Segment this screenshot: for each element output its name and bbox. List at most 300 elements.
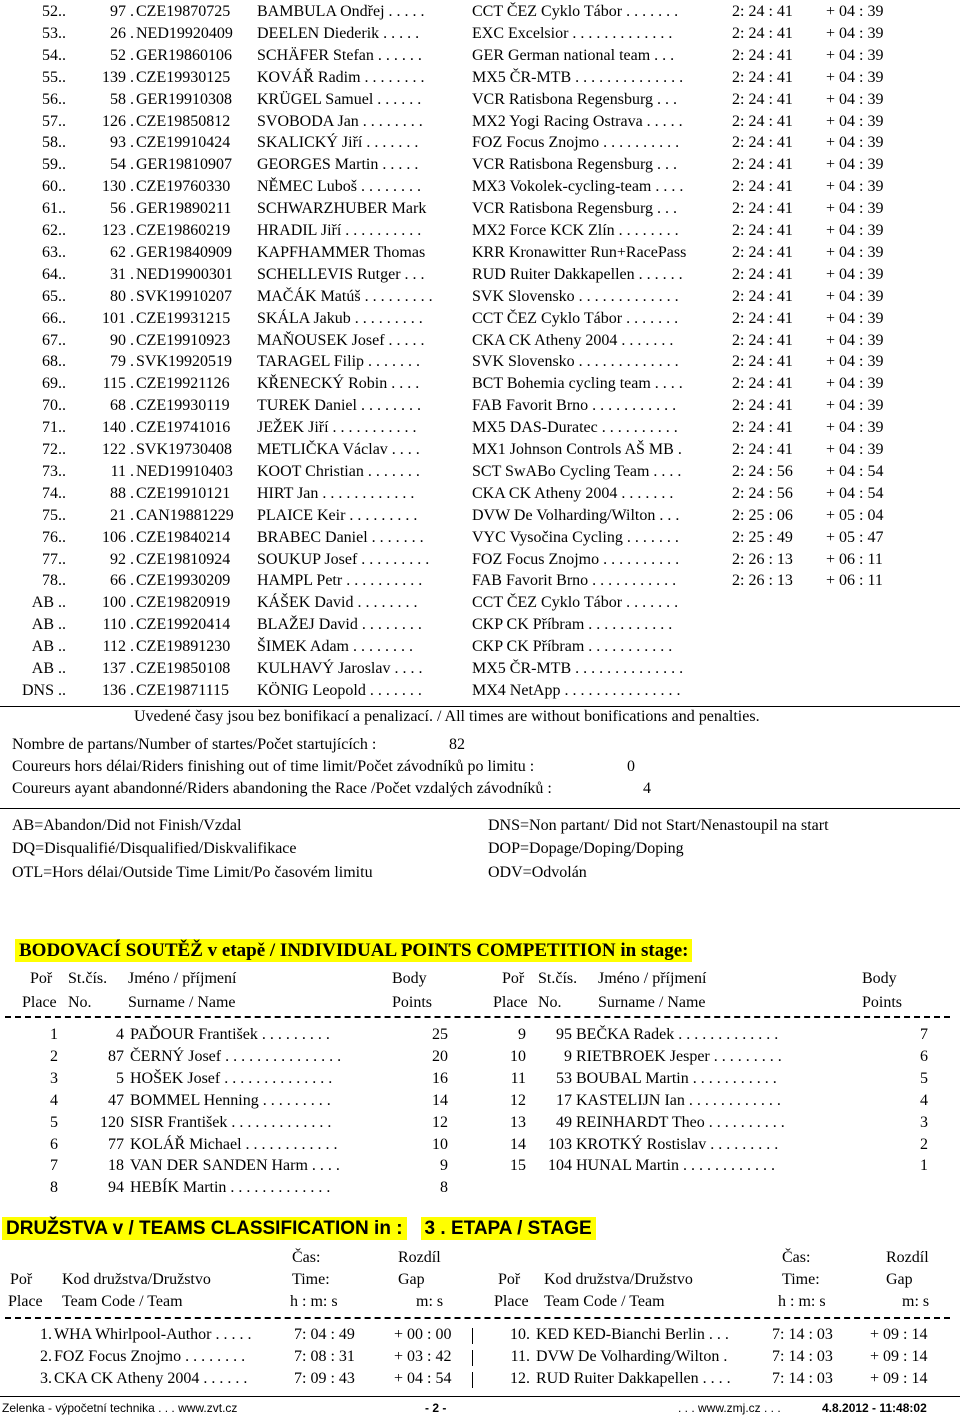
result-row [0,134,960,156]
result-time: 2: 24 : 41 [732,419,793,437]
starters-value: 82 [449,736,465,753]
result-gap: + 04 : 54 [826,484,884,502]
result-place: 70.. [42,397,66,415]
result-place: 58.. [42,134,66,152]
result-number: 80 . [110,287,134,305]
result-number: 112 . [102,638,134,656]
result-time: 2: 24 : 41 [732,243,793,261]
result-row [0,572,960,594]
points-rider-name: KOLÁŘ Michael . . . . . . . . . . . . [130,1135,338,1153]
teams-title [2,1218,596,1240]
result-number: 66 . [110,572,134,590]
team-time: 7: 08 : 31 [294,1348,355,1365]
result-row [0,156,960,178]
result-row [0,419,960,441]
points-rider-name: KROTKÝ Rostislav . . . . . . . . . [576,1135,779,1153]
points-value: 14 [432,1091,448,1109]
points-value: 16 [432,1069,448,1087]
result-team: VCR Ratisbona Regensburg . . . [472,200,678,218]
outside-limit-label: Coureurs hors délai/Riders finishing out of time limit/Počet závodníků po limitu : [12,758,535,775]
points-value: 20 [432,1047,448,1065]
team-time: 7: 04 : 49 [294,1326,355,1343]
notes-divider [0,808,960,809]
result-team: SCT SwABo Cycling Team . . . . [472,462,682,480]
result-row [0,91,960,113]
teams-h-por-r: Poř [498,1271,521,1288]
times-note: Uvedené časy jsou bez bonifikací a penalizací. / All times are without bonifications and penalties. [134,708,760,725]
result-number: 137 . [102,660,134,677]
teams-h-cas-l: Čas: [292,1249,321,1266]
result-rider-name: KAPFHAMMER Thomas [257,243,426,261]
result-rider-name: KULHAVÝ Jaroslav . . . . [257,660,423,677]
points-number: 120 [100,1113,124,1131]
result-time: 2: 26 : 13 [732,550,793,568]
result-row [0,3,960,25]
points-number: 49 [556,1113,572,1131]
points-h-jmeno-l: Jméno / příjmení [128,970,237,987]
result-place: 77.. [42,550,66,568]
result-uci-code: CZE19860219 [136,222,231,239]
result-place: 76.. [42,528,66,546]
result-place: 74.. [42,484,66,502]
result-uci-code: NED19900301 [136,265,233,283]
points-number: 47 [108,1091,124,1109]
result-time: 2: 24 : 41 [732,24,793,42]
result-rider-name: BAMBULA Ondřej . . . . . [257,3,425,20]
result-number: 106 . [102,528,134,546]
points-number: 18 [108,1157,124,1175]
points-rider-name: BOUBAL Martin . . . . . . . . . . . [576,1069,777,1087]
points-place: 5 [50,1113,58,1131]
result-gap: + 05 : 04 [826,506,884,524]
abandon-value: 4 [643,780,651,797]
points-rider-name: PAĎOUR František . . . . . . . . . [130,1026,330,1043]
result-number: 11 . [110,462,134,480]
result-rider-name: SOUKUP Josef . . . . . . . . . [257,550,430,568]
result-time: 2: 24 : 41 [732,441,793,458]
result-row [0,660,960,682]
result-row [0,47,960,69]
points-number: 94 [108,1179,124,1197]
result-gap: + 06 : 11 [826,572,883,590]
result-rider-name: HIRT Jan . . . . . . . . . . . . [257,484,415,502]
result-gap: + 04 : 39 [826,441,884,458]
result-rider-name: BLAŽEJ David . . . . . . . . [257,616,422,634]
result-number: 58 . [110,90,134,108]
points-value: 5 [920,1069,928,1087]
teams-h-teamcode-r: Team Code / Team [544,1293,665,1310]
result-number: 136 . [102,681,134,699]
result-time: 2: 24 : 41 [732,353,793,371]
result-place: 66.. [42,309,66,327]
result-rider-name: SCHWARZHUBER Mark [257,200,427,218]
result-uci-code: GER19890211 [136,200,232,218]
result-gap: + 04 : 39 [826,287,884,305]
result-rider-name: PLAICE Keir . . . . . . . . . [257,506,418,524]
team-row [0,1326,960,1348]
result-team: FOZ Focus Znojmo . . . . . . . . . . [472,134,680,152]
result-team: VCR Ratisbona Regensburg . . . [472,156,678,174]
result-place: 78.. [42,572,66,590]
points-rider-name: KASTELIJN Ian . . . . . . . . . . . . [576,1091,781,1109]
result-gap: + 04 : 39 [826,397,884,415]
result-team: CKP CK Příbram . . . . . . . . . . . [472,616,673,634]
result-time: 2: 24 : 41 [732,134,793,152]
points-h-body-r: Body [862,970,897,987]
result-team: BCT Bohemia cycling team . . . . [472,375,683,393]
result-time: 2: 24 : 41 [732,112,793,130]
result-rider-name: SKÁLA Jakub . . . . . . . . . [257,309,423,327]
result-team: CCT ČEZ Cyklo Tábor . . . . . . . [472,3,679,20]
result-time: 2: 24 : 41 [732,46,793,64]
team-gap: + 09 : 14 [870,1326,928,1343]
result-row [0,353,960,375]
result-gap: + 04 : 39 [826,419,884,437]
result-rider-name: KOOT Christian . . . . . . . [257,462,420,480]
points-number: 103 [548,1135,572,1153]
result-team: MX5 DAS-Duratec . . . . . . . . . . [472,419,678,437]
result-number: 93 . [110,134,134,152]
result-place: 60.. [42,178,66,196]
footer-mid: . . . www.zmj.cz . . . [678,1401,781,1415]
result-place: 52.. [42,3,66,20]
points-value: 3 [920,1113,928,1131]
result-gap: + 04 : 39 [826,243,884,261]
result-place: 54.. [42,46,66,64]
result-number: 110 . [102,616,134,634]
teams-h-ms-l: m: s [416,1293,444,1310]
team-place: 2. [40,1348,52,1365]
teams-h-place-r: Place [494,1293,529,1310]
points-h-stcis-l: St.čís. [68,970,108,987]
points-number: 95 [556,1026,572,1043]
team-place: 12. [510,1370,530,1387]
result-rider-name: DEELEN Diederik . . . . . [257,24,420,42]
result-team: FAB Favorit Brno . . . . . . . . . . . [472,572,677,590]
points-rider-name: RIETBROEK Jesper . . . . . . . . . [576,1047,782,1065]
result-row [0,178,960,200]
result-rider-name: MAŇOUSEK Josef . . . . . [257,331,425,349]
result-number: 97 . [110,3,134,20]
result-uci-code: GER19910308 [136,90,232,108]
result-gap: + 04 : 39 [826,265,884,283]
result-rider-name: HAMPL Petr . . . . . . . . . . [257,572,423,590]
result-uci-code: CZE19921126 [136,375,230,393]
result-rider-name: HRADIL Jiří . . . . . . . . . . [257,222,422,239]
teams-h-gap-r: Gap [886,1271,913,1288]
points-row [0,1092,960,1114]
result-number: 88 . [110,484,134,502]
result-time: 2: 24 : 41 [732,265,793,283]
points-place: 1 [50,1026,58,1043]
result-number: 54 . [110,156,134,174]
result-uci-code: NED19910403 [136,462,233,480]
result-place: DNS .. [21,681,66,699]
result-gap: + 04 : 54 [826,462,884,480]
legend-dop: DOP=Dopage/Doping/Doping [488,840,684,857]
result-team: MX5 ČR-MTB . . . . . . . . . . . . . . [472,68,684,86]
footer-divider [0,1396,960,1397]
points-place: 2 [50,1047,58,1065]
points-h-place-l: Place [22,994,57,1011]
team-place: 3. [40,1370,52,1387]
result-uci-code: CZE19910121 [136,484,231,502]
points-place: 4 [50,1091,58,1109]
result-uci-code: CAN19881229 [136,506,234,524]
result-rider-name: BRABEC Daniel . . . . . . . [257,528,424,546]
team-gap: + 03 : 42 [394,1348,452,1365]
result-team: EXC Excelsior . . . . . . . . . . . . . [472,24,673,42]
result-uci-code: SVK19730408 [136,441,233,458]
result-row [0,463,960,485]
points-number: 5 [116,1069,124,1087]
result-rider-name: KOVÁŘ Radim . . . . . . . . [257,68,425,86]
points-h-no-r: No. [538,994,562,1011]
points-value: 4 [920,1091,928,1109]
result-place: 73.. [42,462,66,480]
points-row [0,1026,960,1048]
team-time: 7: 14 : 03 [772,1326,833,1343]
result-row [0,25,960,47]
abandon-label: Coureurs ayant abandonné/Riders abandoning the Race /Počet vzdalých závodníků : [12,780,552,797]
result-number: 68 . [110,397,134,415]
points-rider-name: VAN DER SANDEN Harm . . . . [130,1157,340,1175]
result-rider-name: JEŽEK Jiří . . . . . . . . . . . [257,419,417,437]
result-time: 2: 24 : 41 [732,287,793,305]
result-time: 2: 25 : 49 [732,528,793,546]
points-value: 10 [432,1135,448,1153]
points-place: 8 [50,1179,58,1197]
results-divider [0,706,960,707]
result-row [0,244,960,266]
points-place: 13 [510,1113,526,1131]
result-number: 62 . [110,243,134,261]
team-place: 11. [510,1348,530,1365]
result-row [0,113,960,135]
team-gap: + 09 : 14 [870,1348,928,1365]
result-team: MX3 Vokolek-cycling-team . . . . [472,178,684,196]
points-number: 104 [548,1157,572,1175]
teams-h-kod-l: Kod družstva/Družstvo [62,1271,211,1288]
result-team: RUD Ruiter Dakkapellen . . . . . . [472,265,683,283]
result-uci-code: GER19860106 [136,46,232,64]
result-number: 52 . [110,46,134,64]
result-rider-name: SCHELLEVIS Rutger . . . [257,265,425,283]
team-time: 7: 09 : 43 [294,1370,355,1387]
points-h-por-l: Poř [30,970,53,987]
points-rider-name: ČERNÝ Josef . . . . . . . . . . . . . . . [130,1047,342,1065]
team-row [0,1348,960,1370]
result-rider-name: METLIČKA Václav . . . . [257,441,420,458]
result-place: 53.. [42,24,66,42]
points-number: 17 [556,1091,572,1109]
team-row [0,1370,960,1392]
result-number: 140 . [102,419,134,437]
result-place: 68.. [42,353,66,371]
points-number: 77 [108,1135,124,1153]
result-uci-code: CZE19930119 [136,397,230,415]
result-team: VYC Vysočina Cycling . . . . . . . [472,528,679,546]
team-gap: + 09 : 14 [870,1370,928,1387]
footer-page: - 2 - [425,1401,447,1415]
result-team: MX4 NetApp . . . . . . . . . . . . . . . [472,681,681,699]
team-name: DVW De Volharding/Wilton . [536,1348,728,1365]
points-value: 7 [920,1026,928,1043]
teams-h-hms-l: h : m: s [290,1293,338,1310]
result-uci-code: CZE19910424 [136,134,231,152]
points-h-surname-l: Surname / Name [128,994,236,1011]
result-time: 2: 24 : 56 [732,462,793,480]
result-team: CKA CK Atheny 2004 . . . . . . . [472,484,674,502]
result-rider-name: SCHÄFER Stefan . . . . . . [257,46,422,64]
result-row [0,375,960,397]
result-uci-code: SVK19910207 [136,287,233,305]
points-number: 53 [556,1069,572,1087]
result-gap: + 04 : 39 [826,222,884,239]
points-row [0,1070,960,1092]
result-number: 123 . [102,222,134,239]
result-team: MX2 Force KCK Zlín . . . . . . . . [472,222,679,239]
result-team: DVW De Volharding/Wilton . . . [472,506,680,524]
result-number: 139 . [102,68,134,86]
result-number: 130 . [102,178,134,196]
teams-dash-divider [5,1317,950,1319]
result-row [0,332,960,354]
outside-limit-value: 0 [627,758,635,775]
legend-otl: OTL=Hors délai/Outside Time Limit/Po časovém limitu [12,864,373,881]
teams-h-time-r: Time: [782,1271,820,1288]
result-uci-code: CZE19850108 [136,660,231,677]
result-gap: + 04 : 39 [826,331,884,349]
result-uci-code: CZE19891230 [136,638,231,656]
footer-date: 4.8.2012 - 11:48:02 [822,1401,927,1415]
points-place: 11 [510,1069,526,1087]
result-number: 126 . [102,112,134,130]
result-uci-code: CZE19870725 [136,3,231,20]
points-h-no-l: No. [68,994,92,1011]
result-place: 56.. [42,90,66,108]
result-gap: + 04 : 39 [826,112,884,130]
result-row [0,551,960,573]
points-number: 87 [108,1047,124,1065]
result-team: KRR Kronawitter Run+RacePass [472,243,687,261]
result-place: 67.. [42,331,66,349]
points-h-pts-l: Points [392,994,433,1011]
points-row [0,1048,960,1070]
teams-h-cas-r: Čas: [782,1249,811,1266]
result-rider-name: KÁŠEK David . . . . . . . . [257,594,418,612]
result-gap: + 04 : 39 [826,309,884,327]
result-place: AB .. [31,660,66,677]
result-place: 61.. [42,200,66,218]
points-value: 1 [920,1157,928,1175]
result-row [0,266,960,288]
teams-h-rozdil-l: Rozdíl [398,1249,441,1266]
result-number: 122 . [102,441,134,458]
result-rider-name: SKALICKÝ Jiří . . . . . . . [257,134,419,152]
result-gap: + 04 : 39 [826,353,884,371]
points-rider-name: HOŠEK Josef . . . . . . . . . . . . . . [130,1069,333,1087]
points-dash-divider [5,1016,950,1018]
points-value: 2 [920,1135,928,1153]
result-team: CKP CK Příbram . . . . . . . . . . . [472,638,673,656]
result-time: 2: 24 : 41 [732,68,793,86]
result-uci-code: CZE19820919 [136,594,231,612]
legend-ab: AB=Abandon/Did not Finish/Vzdal [12,817,242,834]
teams-h-rozdil-r: Rozdíl [886,1249,929,1266]
result-uci-code: CZE19810924 [136,550,231,568]
result-uci-code: CZE19840214 [136,528,231,546]
result-team: MX5 ČR-MTB . . . . . . . . . . . . . . [472,660,684,677]
result-team: MX1 Johnson Controls AŠ MB . [472,441,682,458]
team-name: RUD Ruiter Dakkapellen . . . . [536,1370,731,1387]
result-team: CCT ČEZ Cyklo Tábor . . . . . . . [472,309,679,327]
result-number: 31 . [110,265,134,283]
result-time: 2: 24 : 41 [732,3,793,20]
result-time: 2: 24 : 41 [732,90,793,108]
result-time: 2: 24 : 41 [732,200,793,218]
result-uci-code: CZE19930209 [136,572,231,590]
result-place: 64.. [42,265,66,283]
points-value: 6 [920,1047,928,1065]
result-rider-name: SVOBODA Jan . . . . . . . . [257,112,423,130]
teams-h-place-l: Place [8,1293,43,1310]
result-time: 2: 24 : 41 [732,375,793,393]
result-uci-code: CZE19910923 [136,331,231,349]
teams-h-teamcode-l: Team Code / Team [62,1293,183,1310]
points-value: 25 [432,1026,448,1043]
result-time: 2: 24 : 41 [732,178,793,196]
result-number: 56 . [110,200,134,218]
result-time: 2: 25 : 06 [732,506,793,524]
result-row [0,200,960,222]
result-number: 90 . [110,331,134,349]
result-row [0,682,960,704]
result-gap: + 04 : 39 [826,200,884,218]
result-time: 2: 24 : 41 [732,222,793,239]
result-row [0,441,960,463]
result-place: 55.. [42,68,66,86]
result-gap: + 04 : 39 [826,375,884,393]
team-gap: + 00 : 00 [394,1326,452,1343]
result-time: 2: 24 : 41 [732,397,793,415]
result-row [0,616,960,638]
result-row [0,310,960,332]
result-rider-name: NĚMEC Luboš . . . . . . . . [257,178,421,196]
result-uci-code: CZE19760330 [136,178,231,196]
points-row [0,1114,960,1136]
points-h-body-l: Body [392,970,427,987]
team-name: WHA Whirlpool-Author . . . . . [54,1326,252,1343]
result-number: 92 . [110,550,134,568]
result-number: 21 . [110,506,134,524]
result-gap: + 04 : 39 [826,46,884,64]
result-gap: + 04 : 39 [826,24,884,42]
starters-label: Nombre de partans/Number of startes/Počet startujících : [12,736,377,753]
result-uci-code: GER19810907 [136,156,232,174]
result-gap: + 04 : 39 [826,178,884,196]
result-time: 2: 24 : 41 [732,331,793,349]
result-row [0,507,960,529]
result-gap: + 04 : 39 [826,3,884,20]
points-place: 10 [510,1047,526,1065]
result-uci-code: NED19920409 [136,24,233,42]
points-h-por-r: Poř [502,970,525,987]
points-place: 7 [50,1157,58,1175]
result-team: FOZ Focus Znojmo . . . . . . . . . . [472,550,680,568]
points-place: 12 [510,1091,526,1109]
result-uci-code: CZE19850812 [136,112,231,130]
